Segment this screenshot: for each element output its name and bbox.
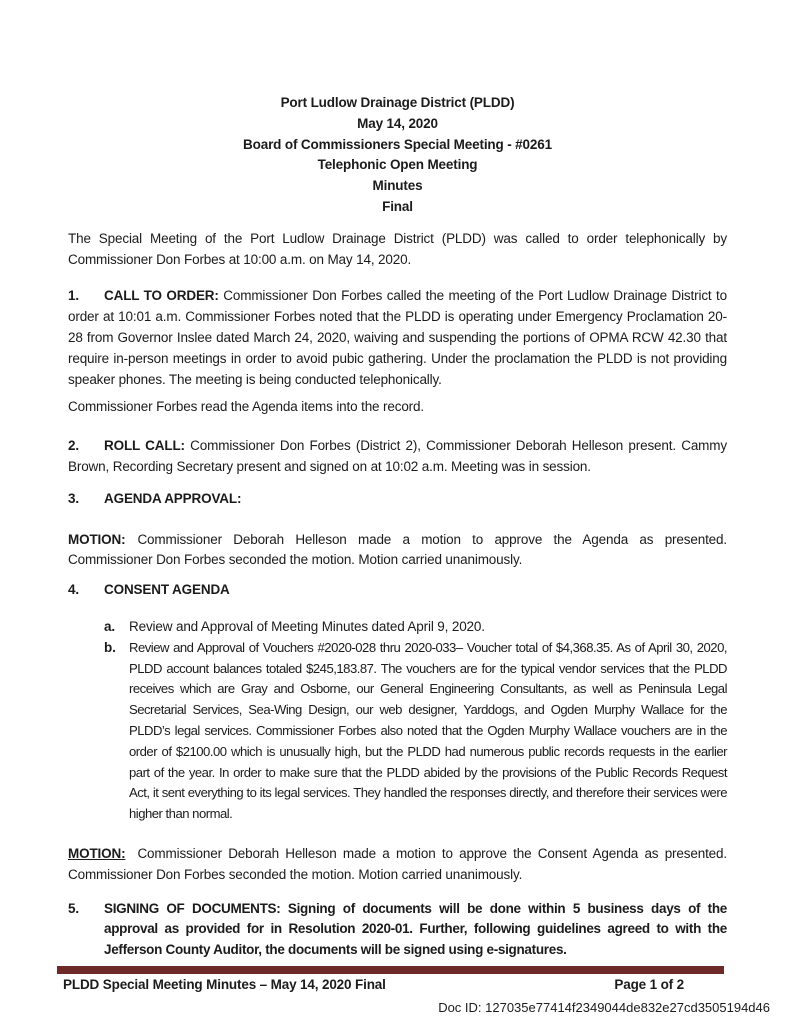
section-body: Commissioner Don Forbes (District 2), Commissioner Deborah Helleson present. Cammy Brown, Recording Secretary present and signed on at 10:02 a.m. Meeting was in session. [68,438,727,474]
section-roll-call [68,436,727,478]
footer-rule-bar [57,966,724,974]
title-line-meeting: Board of Commissioners Special Meeting - #0261 [243,136,552,152]
intro-text: The Special Meeting of the Port Ludlow Drainage District (PLDD) was called to order telephonically by Commissioner Don Forbes at 10:00 a.m. on May 14, 2020. [68,230,727,267]
section-title: CONSENT AGENDA [104,582,230,598]
section-call-to-order [68,286,727,390]
section-number: 4. [68,582,79,598]
intro-paragraph [68,229,727,271]
section-signing-of-documents [68,899,727,961]
section-body-bold [104,899,727,961]
motion-body: Commissioner Deborah Helleson made a motion to approve the Agenda as presented. Commissioner Don Forbes seconded the motion. Motion carried unanimously. [68,531,727,568]
title-line-org: Port Ludlow Drainage District (PLDD) [280,95,515,110]
title-line-minutes: Minutes [372,178,423,194]
title-line-format: Telephonic Open Meeting [317,157,478,173]
section-title: AGENDA APPROVAL: [104,490,242,506]
consent-item-b [104,638,727,825]
item-letter: a. [104,618,115,634]
title-line-status: Final [382,198,413,214]
section-number: 1. [68,288,79,304]
section-number: 2. [68,438,79,454]
motion-agenda [68,530,727,572]
record-note [68,397,727,418]
section-number: 3. [68,490,79,506]
item-letter: b. [104,639,116,655]
section-title: CALL TO ORDER: [104,288,219,304]
footer-page-number: Page 1 of 2 [614,977,684,992]
section-body: Commissioner Don Forbes called the meeting of the Port Ludlow Drainage District to order at 10:01 a.m. Commissioner Forbes noted that the PLDD is operating under Emergency Proclamation 20-28 from Governor Inslee dated March 24, 2020, waiving and suspending the portions of OPMA RCW 42.30 that require in-person meetings in order to avoid pubic gathering. Under the proclamation the PLDD is not providing speaker phones. The meeting is being conducted telephonically. [68,288,727,387]
title-line-date: May 14, 2020 [357,115,438,131]
document-content [68,93,727,961]
section-title: ROLL CALL: [104,438,185,454]
motion-label-underlined: MOTION: [68,845,126,861]
item-text: Review and Approval of Meeting Minutes dated April 9, 2020. [129,618,485,634]
document-title-block [68,93,727,218]
section-text: Signing of documents will be done within 5 business days of the approval as provided for in Resolution 2020-01. Further, following guidelines agreed to with the Jefferson County Auditor, the documents will be signed using e-signatures. [104,900,728,958]
record-note-text: Commissioner Forbes read the Agenda items into the record. [68,399,424,415]
section-number: 5. [68,900,79,916]
doc-id-stamp: Doc ID: 127035e77414f2349044de832e27cd3505194d46 [438,1000,770,1015]
consent-item-a [104,617,727,638]
motion-body: Commissioner Deborah Helleson made a motion to approve the Consent Agenda as presented. Commissioner Don Forbes seconded the motion. Motion carried unanimously. [68,845,727,882]
motion-consent [68,844,727,886]
section-agenda-approval [68,489,727,510]
section-title: SIGNING OF DOCUMENTS: [104,900,281,916]
page-footer [63,977,684,992]
motion-label: MOTION: [68,531,126,547]
footer-document-label: PLDD Special Meeting Minutes – May 14, 2020 Final [63,977,386,992]
section-consent-agenda [68,580,727,601]
item-text: Review and Approval of Vouchers #2020-028 thru 2020-033– Voucher total of $4,368.35. As of April 30, 2020, PLDD account balances totaled $245,183.87. The vouchers are for the typical vendor services that the PLDD receives which are Gray and Osborne, our General Engineering Consultants, as well as Peninsula Legal Secretarial Services, Sea-Wing Design, our web designer, Yarddogs, and Ogden Murphy Wallace for the PLDD’s legal services. Commissioner Forbes also noted that the Ogden Murphy Wallace vouchers are in the order of $2100.00 which is unusually high, but the PLDD had numerous public records requests in the earlier part of the year. In order to make sure that the PLDD abided by the provisions of the Public Records Request Act, it sent everything to its legal services. They handled the responses directly, and therefore their services were higher than normal. [129,639,727,822]
